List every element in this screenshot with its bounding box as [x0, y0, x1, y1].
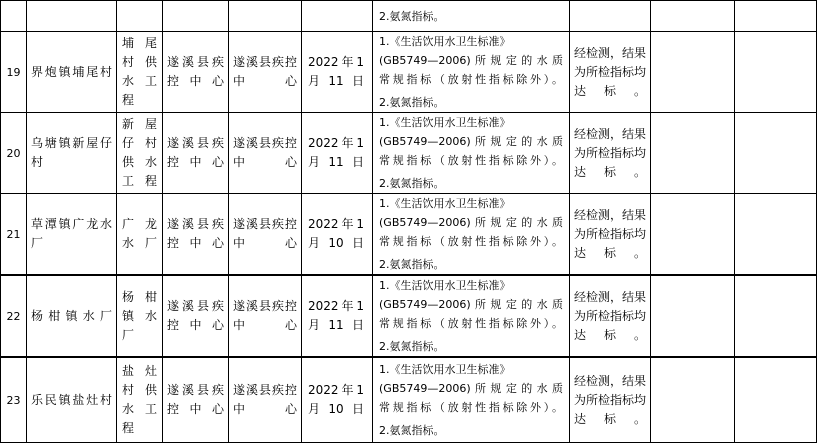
cell-extra-1 — [651, 275, 735, 357]
standard-line-4: 2.氨氮指标。 — [379, 96, 445, 109]
sampling-unit: 遂溪县疾控中心 — [163, 194, 229, 276]
test-date: 2022年1月11日 — [302, 32, 373, 113]
row-number: 23 — [1, 357, 27, 443]
standard-line-4: 2.氨氮指标。 — [379, 177, 445, 190]
cell-no — [1, 1, 27, 32]
cell-extra-2 — [735, 357, 817, 443]
standard-line-3: 常规指标（放射性指标除外）。 — [379, 73, 563, 86]
standard-line-2: (GB5749—2006)所规定的水质 — [379, 135, 563, 148]
standard-line-2: (GB5749—2006)所规定的水质 — [379, 54, 563, 67]
row-number: 19 — [1, 32, 27, 113]
sampling-unit: 遂溪县疾控中心 — [163, 357, 229, 443]
standard-line-2: (GB5749—2006)所规定的水质 — [379, 382, 563, 395]
cell-tester — [229, 1, 302, 32]
sampling-unit: 遂溪县疾控中心 — [163, 32, 229, 113]
cell-extra-2 — [735, 1, 817, 32]
test-standard — [373, 32, 570, 113]
standard-line-1: 1.《生活饮用水卫生标准》 — [379, 197, 511, 210]
town-name: 界炮镇埔尾村 — [27, 32, 117, 113]
testing-unit: 遂溪县疾控中心 — [229, 194, 302, 276]
town-name: 乐民镇盐灶村 — [27, 357, 117, 443]
table-row-top — [1, 1, 817, 32]
test-date: 2022年1月10日 — [302, 194, 373, 276]
standard-line-1: 1.《生活饮用水卫生标准》 — [379, 116, 511, 129]
test-standard — [373, 357, 570, 443]
cell-extra-2 — [735, 113, 817, 194]
testing-unit: 遂溪县疾控中心 — [229, 113, 302, 194]
table-row — [1, 32, 817, 113]
test-standard — [373, 113, 570, 194]
cell-date — [302, 1, 373, 32]
cell-site — [117, 1, 163, 32]
table-row — [1, 357, 817, 443]
cell-extra-2 — [735, 275, 817, 357]
cell-extra-1 — [651, 357, 735, 443]
test-date: 2022年1月10日 — [302, 357, 373, 443]
testing-unit: 遂溪县疾控中心 — [229, 357, 302, 443]
test-date: 2022年1月11日 — [302, 275, 373, 357]
row-number: 20 — [1, 113, 27, 194]
standard-line-4: 2.氨氮指标。 — [379, 424, 445, 437]
cell-extra-2 — [735, 32, 817, 113]
table-row — [1, 113, 817, 194]
row-number: 21 — [1, 194, 27, 276]
standard-item-2: 2.氨氮指标。 — [379, 9, 445, 23]
standard-line-1: 1.《生活饮用水卫生标准》 — [379, 35, 511, 48]
cell-town — [27, 1, 117, 32]
test-result: 经检测，结果为所检指标均达标。 — [570, 357, 651, 443]
cell-result — [570, 1, 651, 32]
water-site: 埔尾村供水工程 — [117, 32, 163, 113]
standard-line-3: 常规指标（放射性指标除外）。 — [379, 154, 563, 167]
test-date: 2022年1月11日 — [302, 113, 373, 194]
water-site: 盐灶村供水工程 — [117, 357, 163, 443]
water-site: 杨柑镇水厂 — [117, 275, 163, 357]
cell-extra-1 — [651, 1, 735, 32]
table-row — [1, 194, 817, 276]
town-name: 杨柑镇水厂 — [27, 275, 117, 357]
test-result: 经检测，结果为所检指标均达标。 — [570, 32, 651, 113]
test-result: 经检测，结果为所检指标均达标。 — [570, 275, 651, 357]
standard-line-2: (GB5749—2006)所规定的水质 — [379, 216, 563, 229]
testing-unit: 遂溪县疾控中心 — [229, 32, 302, 113]
test-result: 经检测，结果为所检指标均达标。 — [570, 194, 651, 276]
cell-extra-1 — [651, 194, 735, 276]
standard-line-3: 常规指标（放射性指标除外）。 — [379, 235, 563, 248]
cell-sampler — [163, 1, 229, 32]
test-standard — [373, 194, 570, 276]
cell-extra-1 — [651, 32, 735, 113]
water-site: 广龙水厂 — [117, 194, 163, 276]
table-row — [1, 275, 817, 357]
water-site: 新屋仔村供水工程 — [117, 113, 163, 194]
test-result: 经检测，结果为所检指标均达标。 — [570, 113, 651, 194]
standard-line-1: 1.《生活饮用水卫生标准》 — [379, 279, 511, 292]
testing-unit: 遂溪县疾控中心 — [229, 275, 302, 357]
standard-line-2: (GB5749—2006)所规定的水质 — [379, 298, 563, 311]
standard-line-1: 1.《生活饮用水卫生标准》 — [379, 363, 511, 376]
standard-line-4: 2.氨氮指标。 — [379, 340, 445, 353]
sampling-unit: 遂溪县疾控中心 — [163, 113, 229, 194]
cell-extra-1 — [651, 113, 735, 194]
town-name: 草潭镇广龙水厂 — [27, 194, 117, 276]
cell-standard — [373, 1, 570, 32]
row-number: 22 — [1, 275, 27, 357]
sampling-unit: 遂溪县疾控中心 — [163, 275, 229, 357]
town-name: 乌塘镇新屋仔村 — [27, 113, 117, 194]
standard-line-4: 2.氨氮指标。 — [379, 258, 445, 271]
standard-line-3: 常规指标（放射性指标除外）。 — [379, 401, 563, 414]
cell-extra-2 — [735, 194, 817, 276]
standard-line-3: 常规指标（放射性指标除外）。 — [379, 317, 563, 330]
test-standard — [373, 275, 570, 357]
